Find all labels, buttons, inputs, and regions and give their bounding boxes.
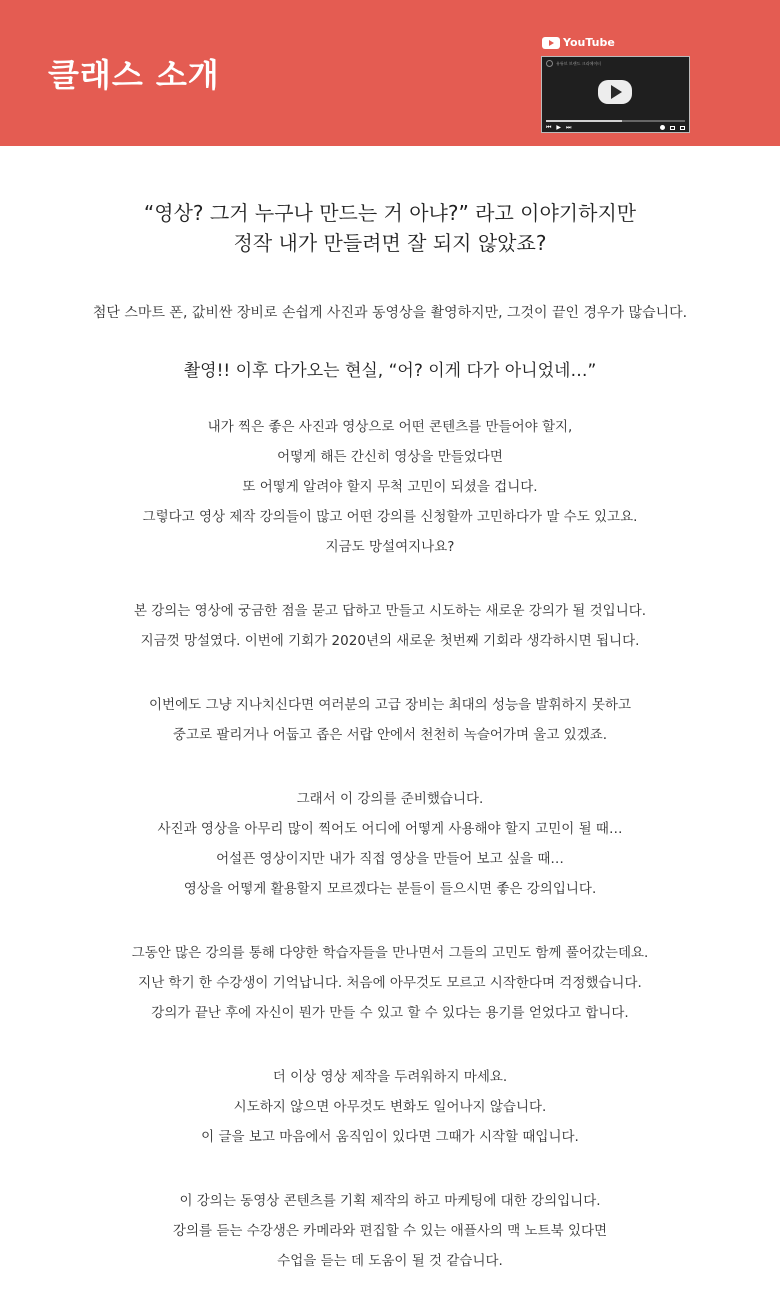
paragraph-line: 그래서 이 강의를 준비했습니다. [296,791,484,807]
paragraph-line: 더 이상 영상 제작을 두려워하지 마세요. [272,1069,508,1085]
play-icon [611,85,622,99]
youtube-icon [542,37,560,49]
subheading: 촬영!! 이후 다가오는 현실, “어? 이게 다가 아니었네…” [183,361,597,381]
paragraph-line: 지난 학기 한 수강생이 기억납니다. 처음에 아무것도 모르고 시작한다며 걱정했습니다. [138,975,642,991]
paragraph-line: 어설픈 영상이지만 내가 직접 영상을 만들어 보고 싶을 때… [216,851,564,867]
channel-avatar-icon [546,60,553,67]
video-progress-bar[interactable] [546,120,685,122]
paragraph-2 [0,596,780,656]
paragraph-line: 내가 찍은 좋은 사진과 영상으로 어떤 콘텐츠를 만들어야 할지, [207,419,573,435]
paragraph-line: 이 강의는 동영상 콘텐츠를 기획 제작의 하고 마케팅에 대한 강의입니다. [179,1193,601,1209]
paragraph-3 [0,690,780,750]
paragraph-5 [0,938,780,1028]
class-intro-content [0,198,780,1276]
paragraph-6 [0,1062,780,1152]
settings-icon[interactable] [660,125,665,130]
paragraph-line: 어떻게 해든 간신히 영상을 만들었다면 [277,449,503,465]
headline-line-1: “영상? 그거 누구나 만드는 거 아냐?” 라고 이야기하지만 [143,201,637,225]
play-small-icon[interactable]: ▶ [556,124,562,131]
paragraph-line: 강의를 듣는 수강생은 카메라와 편집할 수 있는 애플사의 맥 노트북 있다면 [172,1223,608,1239]
youtube-label: YouTube [563,36,615,49]
youtube-logo [542,36,615,49]
header-banner [0,0,780,146]
intro-text: 첨단 스마트 폰, 값비싼 장비로 손쉽게 사진과 동영상을 촬영하지만, 그것이 끝인 경우가 많습니다. [92,305,688,321]
page-title: 클래스 소개 [48,56,220,94]
paragraph-line: 이 글을 보고 마음에서 움직임이 있다면 그때가 시작할 때입니다. [201,1129,579,1145]
skip-back-icon[interactable]: ⏮ [546,124,552,131]
paragraph-line: 그렇다고 영상 제작 강의들이 많고 어떤 강의를 신청할까 고민하다가 말 수도 있고요. [142,509,638,525]
paragraph-line: 본 강의는 영상에 궁금한 점을 묻고 답하고 만들고 시도하는 새로운 강의가 될 것입니다. [133,603,647,619]
paragraph-line: 영상을 어떻게 활용할지 모르겠다는 분들이 들으시면 좋은 강의입니다. [183,881,597,897]
paragraph-7 [0,1186,780,1276]
paragraph-line: 사진과 영상을 아무리 많이 찍어도 어디에 어떻게 사용해야 할지 고민이 될 때… [157,821,623,837]
paragraph-4 [0,784,780,904]
paragraph-line: 그동안 많은 강의를 통해 다양한 학습자들을 만나면서 그들의 고민도 함께 풀어갔는데요. [131,945,649,961]
player-title-bar [546,60,601,67]
skip-forward-icon[interactable]: ⏭ [566,124,572,131]
paragraph-line: 시도하지 않으면 아무것도 변화도 일어나지 않습니다. [233,1099,547,1115]
video-player-thumbnail[interactable] [541,56,690,133]
player-caption: 유튜브 브랜드 크리에이터 [556,60,602,66]
player-controls [546,124,685,131]
fullscreen-icon[interactable] [680,126,685,130]
miniplayer-icon[interactable] [670,126,675,130]
paragraph-line: 이번에도 그냥 지나치신다면 여러분의 고급 장비는 최대의 성능을 발휘하지 못하고 [148,697,631,713]
paragraph-line: 중고로 팔리거나 어둡고 좁은 서랍 안에서 천천히 녹슬어가며 울고 있겠죠. [172,727,608,743]
play-button[interactable] [598,80,632,104]
paragraph-line: 수업을 듣는 데 도움이 될 것 같습니다. [277,1253,503,1269]
headline-line-2: 정작 내가 만들려면 잘 되지 않았죠? [233,231,547,255]
paragraph-line: 지금도 망설여지나요? [325,539,455,555]
paragraph-1 [0,412,780,562]
paragraph-line: 지금껏 망설였다. 이번에 기회가 2020년의 새로운 첫번째 기회라 생각하시면 됩니다. [140,633,640,649]
paragraph-line: 또 어떻게 알려야 할지 무척 고민이 되셨을 겁니다. [242,479,538,495]
headline [0,198,780,258]
paragraph-line: 강의가 끝난 후에 자신이 뭔가 만들 수 있고 할 수 있다는 용기를 얻었다고 합니다. [151,1005,629,1021]
